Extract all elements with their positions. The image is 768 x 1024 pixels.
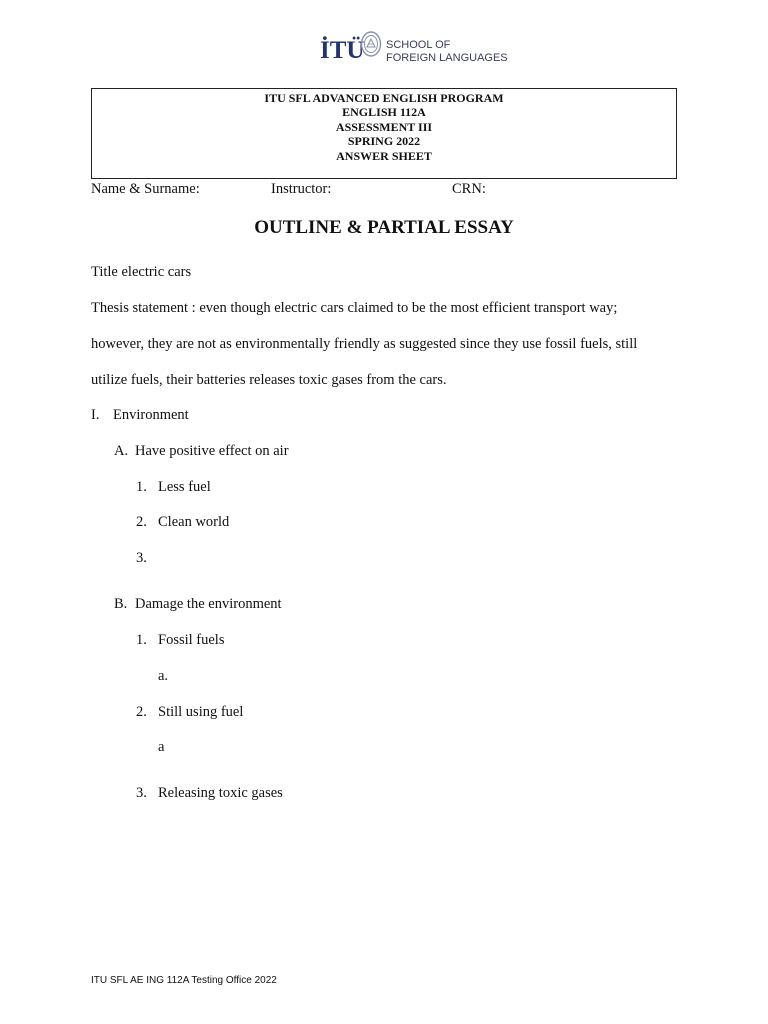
outline-a-item-1: Less fuel bbox=[158, 479, 211, 495]
header-sheet: ANSWER SHEET bbox=[336, 148, 432, 163]
outline-b-item-1: Fossil fuels bbox=[158, 632, 225, 648]
outline-a-marker-2: 2. bbox=[136, 514, 147, 530]
instructor-label: Instructor: bbox=[271, 181, 332, 197]
crn-label: CRN: bbox=[452, 181, 486, 197]
name-surname-label: Name & Surname: bbox=[91, 181, 200, 197]
outline-b-item-2: Still using fuel bbox=[158, 704, 244, 720]
thesis-line-1: Thesis statement : even though electric cars claimed to be the most efficient transport way; bbox=[91, 300, 618, 316]
logo-school-name bbox=[386, 39, 508, 65]
page-title: OUTLINE & PARTIAL ESSAY bbox=[254, 217, 514, 238]
outline-section-i: Environment bbox=[113, 407, 189, 423]
outline-b-marker-2: 2. bbox=[136, 704, 147, 720]
outline-marker-b: B. bbox=[114, 596, 128, 612]
essay-title: Title electric cars bbox=[91, 264, 192, 280]
thesis-line-3: utilize fuels, their batteries releases toxic gases from the cars. bbox=[91, 372, 447, 388]
page-footer: ITU SFL AE ING 112A Testing Office 2022 bbox=[91, 975, 277, 986]
header-program: ITU SFL ADVANCED ENGLISH PROGRAM bbox=[264, 91, 504, 105]
university-seal-icon bbox=[360, 30, 382, 58]
header-course: ENGLISH 112A bbox=[342, 105, 426, 120]
logo-line-1: SCHOOL OF bbox=[386, 39, 451, 51]
outline-marker-a: A. bbox=[114, 443, 129, 459]
header-term: SPRING 2022 bbox=[347, 134, 421, 149]
outline-a-marker-1: 1. bbox=[136, 479, 147, 495]
logo-line-2: FOREIGN LANGUAGES bbox=[386, 52, 508, 64]
outline-b-marker-1: 1. bbox=[136, 632, 147, 648]
outline-a-item-2: Clean world bbox=[158, 514, 230, 530]
outline-b-item-2-sub: a bbox=[158, 739, 165, 755]
outline-point-b: Damage the environment bbox=[135, 596, 282, 612]
thesis-line-2: however, they are not as environmentally friendly as suggested since they use fossil fuels, still bbox=[91, 336, 638, 352]
outline-b-marker-3: 3. bbox=[136, 785, 147, 801]
outline-marker-i: I. bbox=[91, 407, 100, 423]
school-logo bbox=[320, 29, 508, 69]
outline-point-a: Have positive effect on air bbox=[135, 443, 289, 459]
header-box bbox=[91, 88, 677, 179]
outline-b-item-3: Releasing toxic gases bbox=[158, 785, 283, 801]
logo-brand: İTÜ bbox=[320, 37, 365, 64]
outline-a-marker-3: 3. bbox=[136, 550, 147, 566]
outline-b-item-1-sub: a. bbox=[158, 668, 169, 684]
header-assessment: ASSESSMENT III bbox=[335, 119, 433, 134]
